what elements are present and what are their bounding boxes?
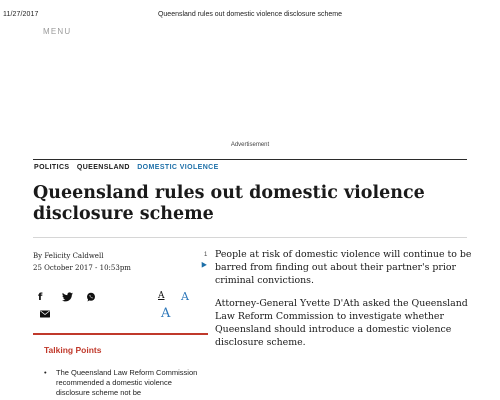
author-byline[interactable]: By Felicity Caldwell [33, 252, 104, 260]
footnote-marker: 1 [204, 252, 208, 258]
page-title: Queensland rules out domestic violence disclosure scheme [33, 183, 425, 224]
advertisement-label: Advertisement [230, 142, 270, 148]
font-size-large-button[interactable]: A [161, 306, 171, 321]
facebook-icon[interactable]: f [38, 292, 43, 303]
font-size-medium-button[interactable]: A [181, 290, 189, 303]
talking-points-title: Talking Points [44, 345, 102, 355]
font-size-small-button[interactable]: A [158, 291, 165, 301]
email-icon[interactable] [40, 310, 50, 320]
publish-date: 25 October 2017 - 10:53pm [33, 264, 131, 272]
byline-block [33, 250, 131, 274]
talking-point-item: • The Queensland Law Reform Commission recommended a domestic violence disclosure scheme not be [44, 368, 204, 398]
whatsapp-icon[interactable] [86, 292, 96, 302]
breadcrumb-politics[interactable]: POLITICS [34, 164, 70, 171]
talking-points-divider [33, 333, 208, 335]
twitter-icon[interactable] [62, 292, 72, 302]
divider [33, 237, 467, 238]
breadcrumb-domestic-violence[interactable]: DOMESTIC VIOLENCE [137, 164, 219, 171]
menu-button[interactable]: MENU [43, 27, 72, 36]
divider [33, 159, 467, 160]
talking-points-list [44, 368, 204, 398]
article-paragraph: People at risk of domestic violence will continue to be barred from finding out about their partner's prior criminal convictions. [215, 249, 472, 286]
print-header-title: Queensland rules out domestic violence disclosure scheme [157, 11, 343, 18]
article-paragraph: Attorney-General Yvette D'Ath asked the Queensland Law Reform Commission to investigate whether Queensland should introduce a domestic violence disclosure scheme. [215, 298, 468, 348]
print-date: 11/27/2017 [3, 11, 39, 18]
breadcrumb-queensland[interactable]: QUEENSLAND [76, 164, 130, 171]
breadcrumb [34, 164, 224, 171]
article-body [215, 248, 475, 359]
pointer-arrow-icon [199, 262, 207, 269]
